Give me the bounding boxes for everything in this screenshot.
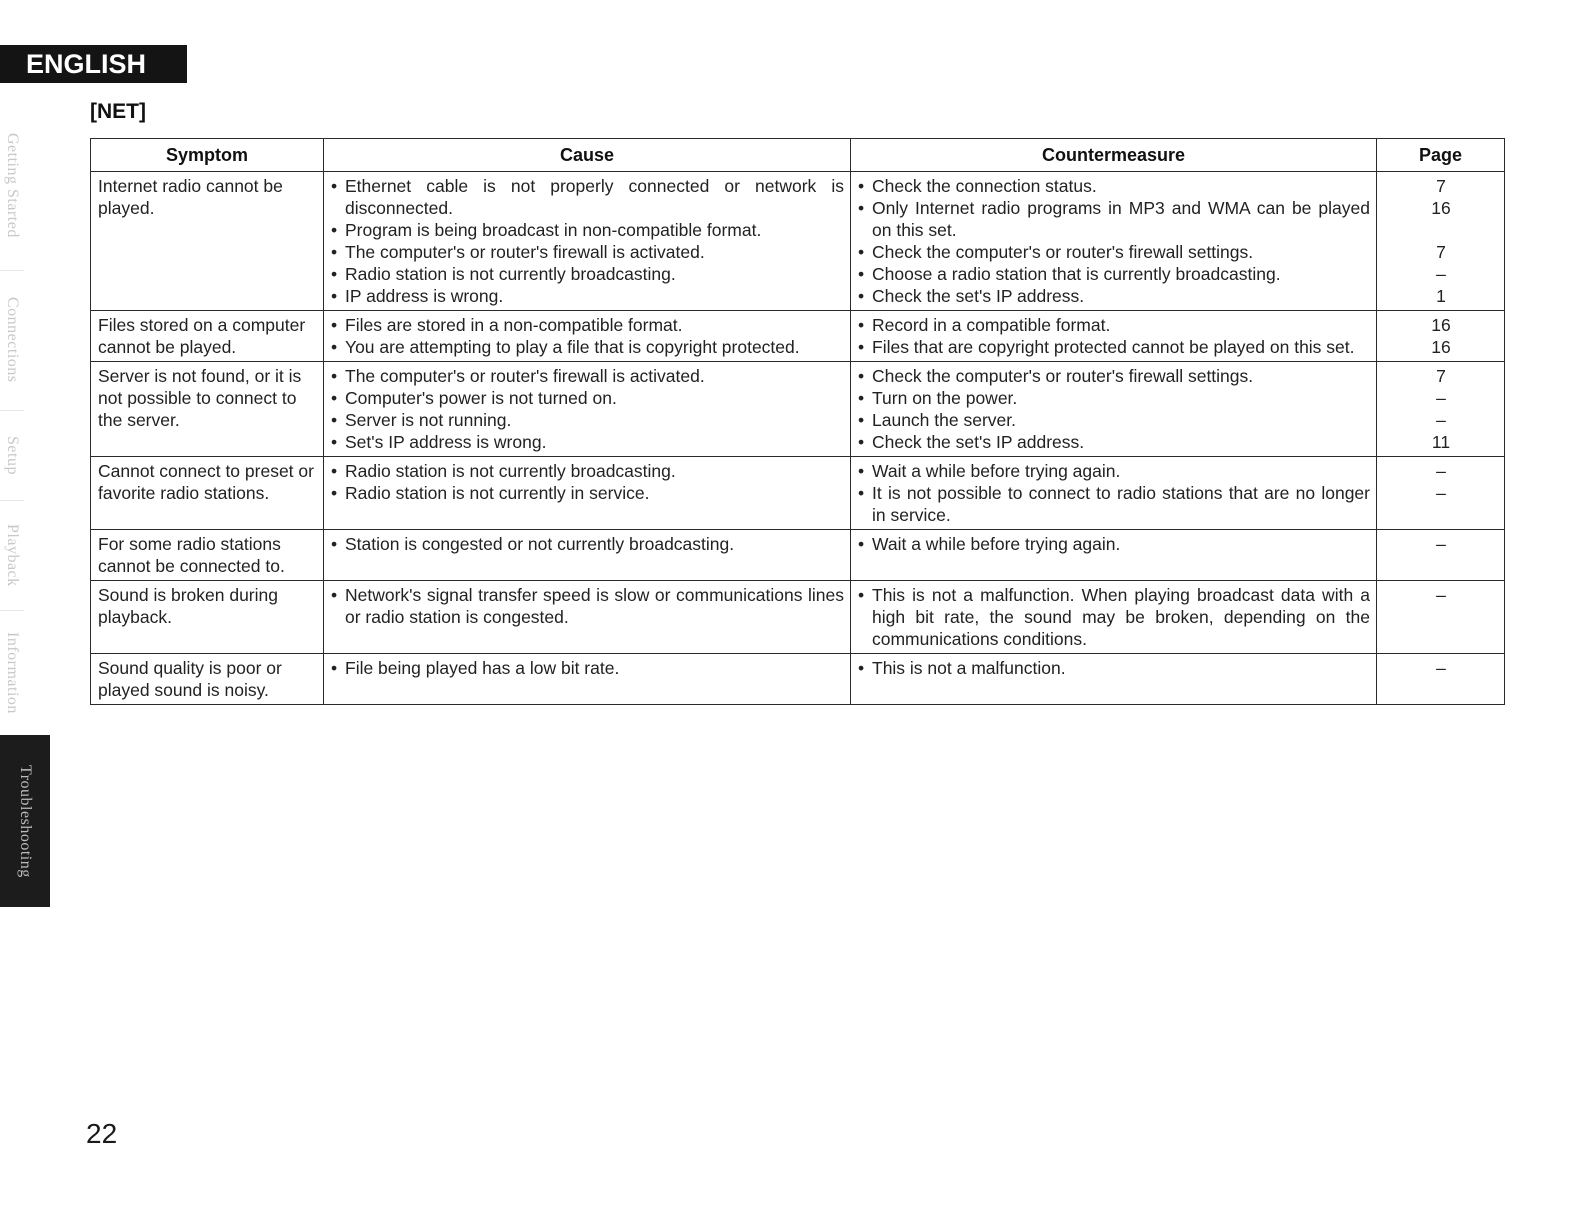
- cause-cell: [324, 581, 851, 654]
- symptom-cell: For some radio stations cannot be connected to.: [91, 530, 324, 581]
- troubleshooting-table: [90, 138, 1505, 705]
- countermeasure-cell: [851, 654, 1377, 705]
- table-row: [91, 530, 1505, 581]
- cause-cell: [324, 172, 851, 311]
- cause-list: [331, 533, 844, 555]
- page-number: 22: [86, 1118, 118, 1149]
- table-row: [91, 172, 1505, 311]
- symptom-cell: Internet radio cannot be played.: [91, 172, 324, 311]
- cause-item: • File being played has a low bit rate.: [331, 657, 844, 679]
- cause-list: [331, 314, 844, 358]
- page-cell: [1377, 172, 1505, 311]
- countermeasure-item: • Wait a while before trying again.: [858, 460, 1370, 482]
- countermeasure-cell: [851, 311, 1377, 362]
- symptom-cell: Sound is broken during playback.: [91, 581, 324, 654]
- cause-item: • The computer's or router's firewall is activated.: [331, 241, 844, 263]
- side-tab-label: Connections: [4, 297, 21, 383]
- section-title: [NET]: [90, 100, 146, 123]
- cause-item: • Server is not running.: [331, 409, 844, 431]
- page-ref: –: [1436, 585, 1446, 605]
- cause-item: • Files are stored in a non-compatible format.: [331, 314, 844, 336]
- page-ref: –: [1436, 483, 1446, 503]
- page-ref: 7: [1436, 242, 1446, 262]
- page-ref: –: [1436, 264, 1446, 284]
- countermeasure-item: • Check the connection status.: [858, 175, 1370, 197]
- countermeasure-list: [858, 533, 1370, 555]
- countermeasure-item: • It is not possible to connect to radio stations that are no longer in service.: [858, 482, 1370, 526]
- cause-list: [331, 657, 844, 679]
- cause-item: • The computer's or router's firewall is activated.: [331, 365, 844, 387]
- page-cell: [1377, 311, 1505, 362]
- countermeasure-list: [858, 365, 1370, 453]
- table-header-row: [91, 139, 1505, 172]
- cause-cell: [324, 654, 851, 705]
- countermeasure-item: • Turn on the power.: [858, 387, 1370, 409]
- symptom-cell: Files stored on a computer cannot be played.: [91, 311, 324, 362]
- countermeasure-item: • Choose a radio station that is currently broadcasting.: [858, 263, 1370, 285]
- countermeasure-item: • Only Internet radio programs in MP3 and WMA can be played on this set.: [858, 197, 1370, 241]
- symptom-cell: Sound quality is poor or played sound is noisy.: [91, 654, 324, 705]
- cause-item: • Radio station is not currently in service.: [331, 482, 844, 504]
- cause-item: • Radio station is not currently broadcasting.: [331, 263, 844, 285]
- countermeasure-item: • Launch the server.: [858, 409, 1370, 431]
- page-cell: [1377, 654, 1505, 705]
- cause-item: • Ethernet cable is not properly connected or network is disconnected.: [331, 175, 844, 219]
- page-ref: 11: [1431, 432, 1451, 452]
- table-row: [91, 311, 1505, 362]
- page-ref: –: [1436, 534, 1446, 554]
- countermeasure-item: • Check the computer's or router's firewall settings.: [858, 241, 1370, 263]
- countermeasure-cell: [851, 172, 1377, 311]
- page-cell: [1377, 362, 1505, 457]
- side-tab-playback[interactable]: [0, 500, 24, 611]
- cause-cell: [324, 311, 851, 362]
- side-tab-setup[interactable]: [0, 410, 24, 501]
- countermeasure-item: • Check the set's IP address.: [858, 285, 1370, 307]
- page-ref: 1: [1436, 286, 1446, 306]
- side-tab-connections[interactable]: [0, 270, 24, 411]
- header-symptom: Symptom: [91, 139, 324, 172]
- countermeasure-cell: [851, 457, 1377, 530]
- countermeasure-item: • Record in a compatible format.: [858, 314, 1370, 336]
- cause-list: [331, 175, 844, 307]
- countermeasure-item: • This is not a malfunction. When playing broadcast data with a high bit rate, the sound may be broken, depending on the communications conditions.: [858, 584, 1370, 650]
- page-ref: 16: [1431, 315, 1451, 335]
- cause-item: • Network's signal transfer speed is slow or communications lines or radio station is congested.: [331, 584, 844, 628]
- page-ref: 16: [1431, 337, 1451, 357]
- page-cell: [1377, 581, 1505, 654]
- countermeasure-cell: [851, 581, 1377, 654]
- side-tab-getting-started[interactable]: [0, 100, 24, 271]
- side-tab-troubleshooting[interactable]: [0, 735, 50, 907]
- countermeasure-item: • Files that are copyright protected cannot be played on this set.: [858, 336, 1370, 358]
- symptom-cell: Server is not found, or it is not possible to connect to the server.: [91, 362, 324, 457]
- table-body: [91, 172, 1505, 705]
- cause-cell: [324, 530, 851, 581]
- countermeasure-item: • Check the computer's or router's firewall settings.: [858, 365, 1370, 387]
- page-ref: 16: [1431, 198, 1451, 218]
- cause-list: [331, 584, 844, 628]
- cause-item: • Radio station is not currently broadcasting.: [331, 460, 844, 482]
- page-ref: –: [1436, 658, 1446, 678]
- side-tab-label: Setup: [4, 435, 21, 475]
- countermeasure-list: [858, 657, 1370, 679]
- cause-item: • Computer's power is not turned on.: [331, 387, 844, 409]
- countermeasure-list: [858, 460, 1370, 526]
- symptom-cell: Cannot connect to preset or favorite radio stations.: [91, 457, 324, 530]
- cause-list: [331, 460, 844, 504]
- page-ref: –: [1436, 388, 1446, 408]
- language-tab: ENGLISH: [0, 45, 187, 83]
- header-page: Page: [1377, 139, 1505, 172]
- page-cell: [1377, 457, 1505, 530]
- side-tab-label: Playback: [4, 523, 21, 587]
- table-row: [91, 654, 1505, 705]
- cause-cell: [324, 457, 851, 530]
- countermeasure-list: [858, 314, 1370, 358]
- page-ref: 7: [1436, 176, 1446, 196]
- cause-cell: [324, 362, 851, 457]
- cause-list: [331, 365, 844, 453]
- countermeasure-list: [858, 584, 1370, 650]
- table-row: [91, 457, 1505, 530]
- header-countermeasure: Countermeasure: [851, 139, 1377, 172]
- cause-item: • You are attempting to play a file that is copyright protected.: [331, 336, 844, 358]
- side-tab-label: Getting Started: [4, 132, 21, 238]
- countermeasure-cell: [851, 530, 1377, 581]
- countermeasure-item: • This is not a malfunction.: [858, 657, 1370, 679]
- page-ref: 7: [1436, 366, 1446, 386]
- cause-item: • Station is congested or not currently broadcasting.: [331, 533, 844, 555]
- table-row: [91, 362, 1505, 457]
- countermeasure-item: • Check the set's IP address.: [858, 431, 1370, 453]
- cause-item: • Set's IP address is wrong.: [331, 431, 844, 453]
- table-row: [91, 581, 1505, 654]
- side-tab-label: Troubleshooting: [17, 764, 34, 878]
- side-tab-label: Information: [4, 631, 21, 714]
- countermeasure-cell: [851, 362, 1377, 457]
- countermeasure-list: [858, 175, 1370, 307]
- page-ref: –: [1436, 461, 1446, 481]
- page-ref: –: [1436, 410, 1446, 430]
- side-tab-information[interactable]: [0, 610, 24, 736]
- countermeasure-item: • Wait a while before trying again.: [858, 533, 1370, 555]
- page-cell: [1377, 530, 1505, 581]
- cause-item: • IP address is wrong.: [331, 285, 844, 307]
- header-cause: Cause: [324, 139, 851, 172]
- cause-item: • Program is being broadcast in non-compatible format.: [331, 219, 844, 241]
